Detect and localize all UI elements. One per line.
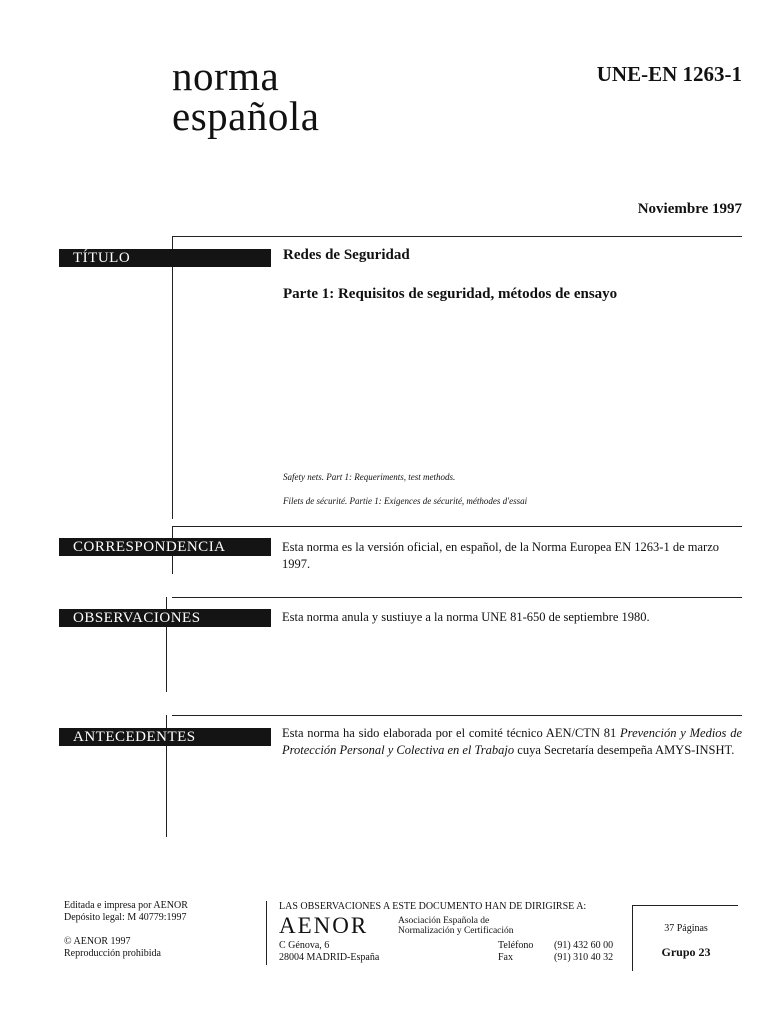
fax-label: Fax: [498, 952, 513, 963]
aenor-org-name: [398, 916, 514, 936]
footer-copyright: © AENOR 1997: [64, 936, 131, 947]
section-label-correspondencia: CORRESPONDENCIA: [59, 538, 271, 556]
observaciones-text: Esta norma anula y sustiuye a la norma UNE 81-650 de septiembre 1980.: [282, 610, 650, 624]
footer-contact-heading: LAS OBSERVACIONES A ESTE DOCUMENTO HAN DE DIRIGIRSE A:: [279, 901, 587, 912]
section-label-antecedentes: ANTECEDENTES: [59, 728, 271, 746]
standard-code: UNE-EN 1263-1: [596, 62, 742, 86]
section-label-observaciones: OBSERVACIONES: [59, 609, 271, 627]
correspondencia-text: Esta norma es la versión oficial, en español, de la Norma Europea EN 1263-1 de marzo 1997.: [282, 540, 719, 571]
phone-label: Teléfono: [498, 940, 534, 951]
aenor-logo: AENOR: [279, 913, 369, 938]
brand-line-1: norma: [172, 53, 280, 99]
address-city: 28004 MADRID-España: [279, 952, 380, 963]
brand-title: [172, 53, 320, 139]
antecedentes-text-start: Esta norma ha sido elaborada por el comité técnico AEN/CTN 81: [282, 726, 621, 740]
footer-address: [279, 940, 379, 964]
title-en: Safety nets. Part 1: Requeriments, test methods.: [283, 472, 456, 482]
phone-number: (91) 432 60 00: [554, 940, 614, 951]
subtitle-es: Parte 1: Requisitos de seguridad, métodos de ensayo: [283, 286, 618, 302]
title-es: Redes de Seguridad: [283, 247, 410, 263]
divider-observaciones: [172, 597, 742, 598]
footer-phone-fax-labels: [498, 940, 533, 964]
fax-number: (91) 310 40 32: [554, 952, 614, 963]
footer-box-left-rule: [632, 905, 633, 971]
brand-line-2: española: [172, 93, 320, 139]
antecedentes-text-end: cuya Secretaría desempeña AMYS-INSHT.: [514, 743, 735, 757]
price-group: Grupo 23: [661, 945, 711, 959]
footer-publisher: [64, 900, 188, 960]
org-line-1: Asociación Española de: [398, 916, 490, 926]
footer-phone-fax-values: [554, 940, 613, 964]
address-street: C Génova, 6: [279, 940, 330, 951]
title-fr: Filets de sécurité. Partie 1: Exigences de sécurité, méthodes d'essai: [283, 496, 528, 506]
org-line-2: Normalización y Certificación: [398, 926, 514, 936]
section-label-titulo: TÍTULO: [59, 249, 271, 267]
footer-legal-deposit: Depósito legal: M 40779:1997: [64, 912, 187, 923]
committee-name: Prevención y Medios de Protección Personal y Colectiva en el Trabajo: [282, 726, 742, 757]
divider-titulo: [172, 236, 742, 237]
footer-left-rule: [266, 901, 267, 965]
divider-antecedentes: [172, 715, 742, 716]
antecedentes-text: [282, 725, 742, 759]
publication-date: Noviembre 1997: [637, 201, 742, 217]
footer-box-top-rule: [632, 905, 738, 906]
footer-reproduction: Reproducción prohibida: [64, 948, 161, 959]
divider-correspondencia: [172, 526, 742, 527]
vertical-rule-titulo: [172, 236, 173, 519]
page-count: 37 Páginas: [664, 923, 708, 934]
footer-edited-by: Editada e impresa por AENOR: [64, 900, 188, 911]
